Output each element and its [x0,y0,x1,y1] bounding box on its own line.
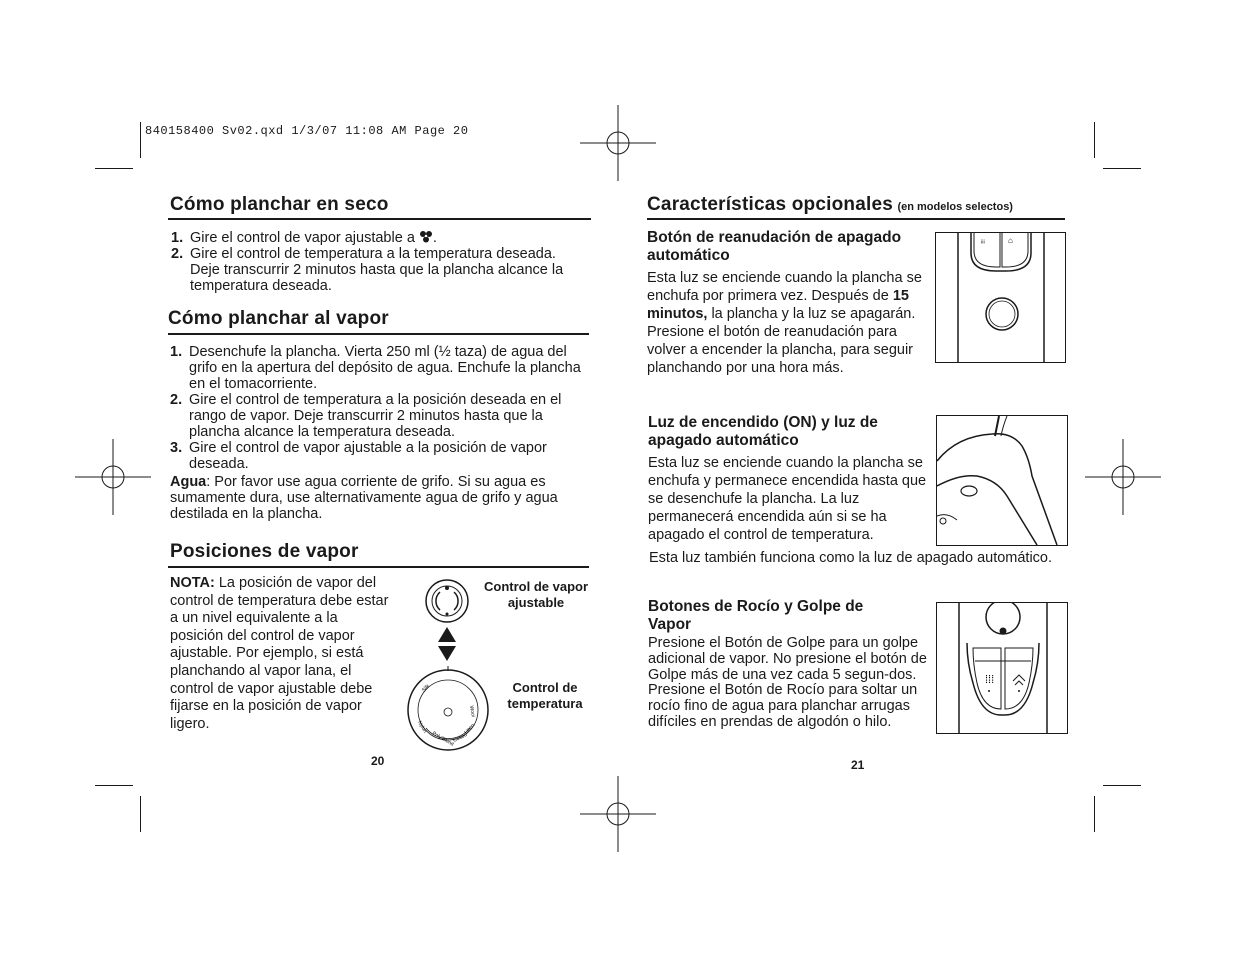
crop-mark [1103,168,1141,169]
dry-steps [171,230,586,294]
note-label: NOTA: [170,575,215,591]
registration-mark-top [580,105,656,181]
heading-rule [168,566,589,568]
dial-label-wool: Wool [468,705,476,718]
svg-text:⁞⁞⁞: ⁞⁞⁞ [985,674,995,686]
auto-off-text [647,269,929,377]
up-down-arrows-icon [436,626,458,662]
temperature-control-label: Control de temperatura [507,680,583,711]
iron-handle-buttons-image [937,603,1067,733]
steam-control-dial-illustration [424,578,470,624]
dial-label-cotton: Cotton [452,732,469,744]
auto-off-heading: Botón de reanudación de apagado automático [647,229,902,264]
steam-off-icon [419,230,433,243]
step-number: 2. [170,392,183,408]
note-text: La posición de vapor del control de temperatura debe estar a un nivel equivalente a la posición del control de vapor ajustable. Por ejemplo, si está planchando al vapor lana, el control de vapor ajustable debe fijarse en la posición de vapor ligero. [170,575,389,732]
list-item [170,392,590,440]
heading-rule [168,333,589,335]
step-text: Gire el control de vapor ajustable a la posición de vapor deseada. [189,440,547,472]
page-number-right: 21 [851,758,865,772]
heading-rule [168,218,591,220]
crop-mark [95,785,133,786]
print-slug: 840158400 Sv02.qxd 1/3/07 11:08 AM Page 20 [145,124,469,138]
optional-features-note: (en modelos selectos) [897,201,1013,213]
temperature-control-dial-illustration [404,666,492,754]
registration-mark-bottom [580,776,656,852]
iron-handle-auto-off-image [936,233,1065,362]
crop-mark [1094,796,1095,832]
list-item [170,440,590,472]
spray-burst-heading: Botones de Rocío y Golpe de Vapor [648,598,864,633]
step-text: Gire el control de vapor ajustable a [190,230,415,246]
svg-text:ᵢᵢᵢ: ᵢᵢᵢ [981,236,985,245]
list-item [171,246,586,294]
auto-off-text-after: la plancha y la luz se apagarán. Presione el botón de reanudación para volver a encender la plancha, para seguir planchando por una hora más. [647,306,916,376]
auto-off-text-before: Esta luz se enciende cuando la plancha se enchufa por primera vez. Después de [647,270,922,304]
list-item [171,230,586,246]
step-text: Gire el control de temperatura a la temperatura deseada. Deje transcurrir 2 minutos hasta que la plancha alcance la temperatura deseada. [190,246,564,294]
step-number: 3. [170,440,183,456]
power-light-illustration [936,415,1068,546]
power-light-extra-text: Esta luz también funciona como la luz de apagado automático. [649,550,1053,566]
svg-text:⌂: ⌂ [1008,236,1013,245]
power-light-text: Esta luz se enciende cuando la plancha se enchufa y permanece encendida hasta que se desenchufe la plancha. La luz permanecerá encendida aún si se ha apagado el control de temperatura. [648,455,927,543]
steam-positions-heading: Posiciones de vapor [170,541,359,562]
positions-note [170,575,394,733]
step-number: 1. [170,344,183,360]
dial-label-polyblend: Poly/Blend [431,730,455,748]
step-number: 2. [171,246,184,262]
crop-mark [1094,122,1095,158]
optional-features-heading [647,194,1013,216]
registration-mark-right [1085,439,1161,515]
water-note [170,474,590,522]
water-note-label: Agua [170,474,207,490]
auto-off-button-illustration [935,232,1066,363]
heading-rule [647,218,1065,220]
crop-mark [140,122,141,158]
spray-burst-text: Presione el Botón de Golpe para un golpe adicional de vapor. No presione el botón de Golpe más de una vez cada 5 segun-dos. Presione el Botón de Rocío para soltar un rocío fino de agua para planchar arrugas difíciles en prendas de algodón o hilo. [648,635,927,730]
auto-off-text-bold: 15 minutos, [647,288,909,322]
registration-mark-left [75,439,151,515]
iron-body-power-light-image [937,416,1067,545]
dial-label-linen: Linen [463,722,477,736]
dial-label-nylon: Nylon [416,720,428,735]
steam-steps [170,344,590,522]
crop-mark [1103,785,1141,786]
period: . [432,230,437,246]
crop-mark [140,796,141,832]
list-item [170,344,590,392]
spray-burst-illustration [936,602,1068,734]
step-text: Desenchufe la plancha. Vierta 250 ml (½ taza) de agua del grifo en la apertura del depósito de agua. Enchufe la plancha en el tomacorriente. [189,344,581,392]
step-text: Gire el control de temperatura a la posición deseada en el rango de vapor. Deje transcurrir 2 minutos hasta que la plancha alcance la temperatura deseada. [189,392,562,440]
steam-control-label: Control de vapor ajustable [484,579,589,610]
page-number-left: 20 [371,754,385,768]
dry-ironing-heading: Cómo planchar en seco [170,194,389,215]
steam-ironing-heading: Cómo planchar al vapor [168,308,389,329]
water-note-text: : Por favor use agua corriente de grifo. Si su agua es sumamente dura, use alternativamente agua de grifo y agua destilada en la plancha. [170,474,558,522]
power-light-heading: Luz de encendido (ON) y luz de apagado automático [648,414,878,449]
optional-features-title: Características opcionales [647,194,893,215]
dial-label-silk: Silk [420,683,431,694]
crop-mark [95,168,133,169]
step-number: 1. [171,230,184,246]
